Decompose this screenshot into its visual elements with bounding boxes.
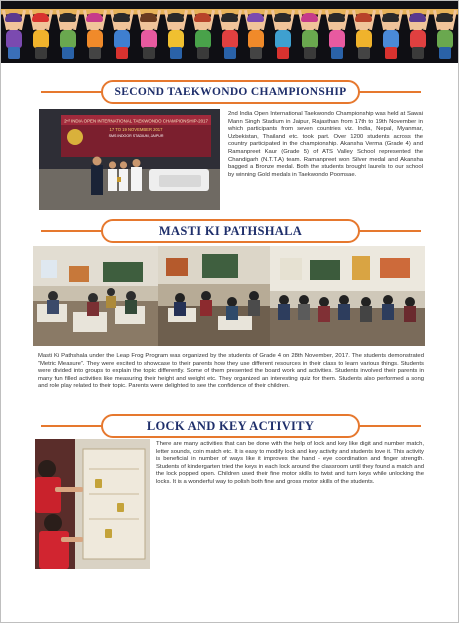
pathshala-photo-2 (158, 246, 270, 346)
hanging-kid (138, 10, 160, 62)
lockkey-photo (35, 439, 150, 569)
classroom-photo-image (270, 246, 425, 346)
banner-dates: 17 TO 19 NOVEMBER 2017 (109, 127, 163, 132)
taekwondo-photo-image (39, 109, 220, 210)
banner-text: 2ⁿᵈ INDIA OPEN INTERNATIONAL TAEKWONDO CHAMPIONSHIP-2017 (64, 118, 208, 124)
pathshala-photo-3 (270, 246, 425, 346)
section-title: MASTI KI PATHSHALA (101, 219, 360, 243)
classroom-photo-image (158, 246, 270, 346)
section-heading-pathshala (41, 219, 421, 243)
section-title: LOCK AND KEY ACTIVITY (101, 414, 360, 438)
lockkey-paragraph: There are many activities that can be done with the help of lock and key like digit and number match, letter sounds, coin match etc. It is easy to modify lock and key activity and students love it. This activity is beneficial in number of ways like it improves the hand - eye coordination and finger strength. Students of kindergarten tried the keys in each lock around the classroom until they found a match and the lock popped open. Children used their fine motor skills to twist and turn keys while unlocking the locks. It is a wonderful way to polish both fine and gross motor skills of the students. (156, 441, 424, 485)
section-title: SECOND TAEKWONDO CHAMPIONSHIP (101, 80, 360, 104)
pathshala-paragraph: Masti Ki Pathshala under the Leap Frog Program was organized by the students of Grade 4 on 28th November, 2017. The students demonstrated “Metric Measure”. They were excited to showcase to their parents how they use different resources in their class to learn various things. Students were divided into groups to explain the topic differently. Some of them presented the board work and activities. Students involved their parents in many fun filled activities like measuring their height and weight etc. They organized an interesting quiz for them. Students also performed a song and role play related to their topic. Parents were delighted to see the confidence of their children. (38, 353, 424, 390)
hanging-kid (299, 10, 321, 62)
taekwondo-paragraph: 2nd India Open International Taekwondo Championship was held at Sawai Mann Singh Stadium in Jaipur, Rajasthan from 17th to 19th November in which participants from seven countries viz. India, Nepal, Myanmar, Uzbekistan, Thailand etc. took part. Over 1200 students across the country participated in the championship. Akansha Verma (Grade 4) and Ramanpreet Kaur (Grade 5) of ATS Valley School represented the Chandigarh (N.T.T.A) team. Ramanpreet won Silver medal and Akansha bagged a Bronze medal. Both the students brought laurels to our school by winning Gold medals in Taekwondo Poomsae. (228, 111, 423, 178)
banner-venue: SMS INDOOR STADIUM, JAIPUR (108, 134, 164, 138)
hanging-kid (165, 10, 187, 62)
hanging-kid (192, 10, 214, 62)
hanging-kid (326, 10, 348, 62)
hanging-kid (434, 10, 456, 62)
lockkey-photo-image (35, 439, 150, 569)
hanging-kid (111, 10, 133, 62)
taekwondo-photo (39, 109, 220, 210)
section-heading-taekwondo (41, 80, 421, 104)
hanging-kid (407, 10, 429, 62)
section-heading-lockkey (41, 414, 421, 438)
hanging-kid (353, 10, 375, 62)
hanging-kid (380, 10, 402, 62)
hanging-kid (3, 10, 25, 62)
hanging-kid (219, 10, 241, 62)
pathshala-photo-1 (33, 246, 158, 346)
classroom-photo-image (33, 246, 158, 346)
header-banner (1, 1, 458, 63)
hanging-kid (57, 10, 79, 62)
hanging-kid (272, 10, 294, 62)
hanging-kid (245, 10, 267, 62)
hanging-kid (30, 10, 52, 62)
hanging-kid (84, 10, 106, 62)
